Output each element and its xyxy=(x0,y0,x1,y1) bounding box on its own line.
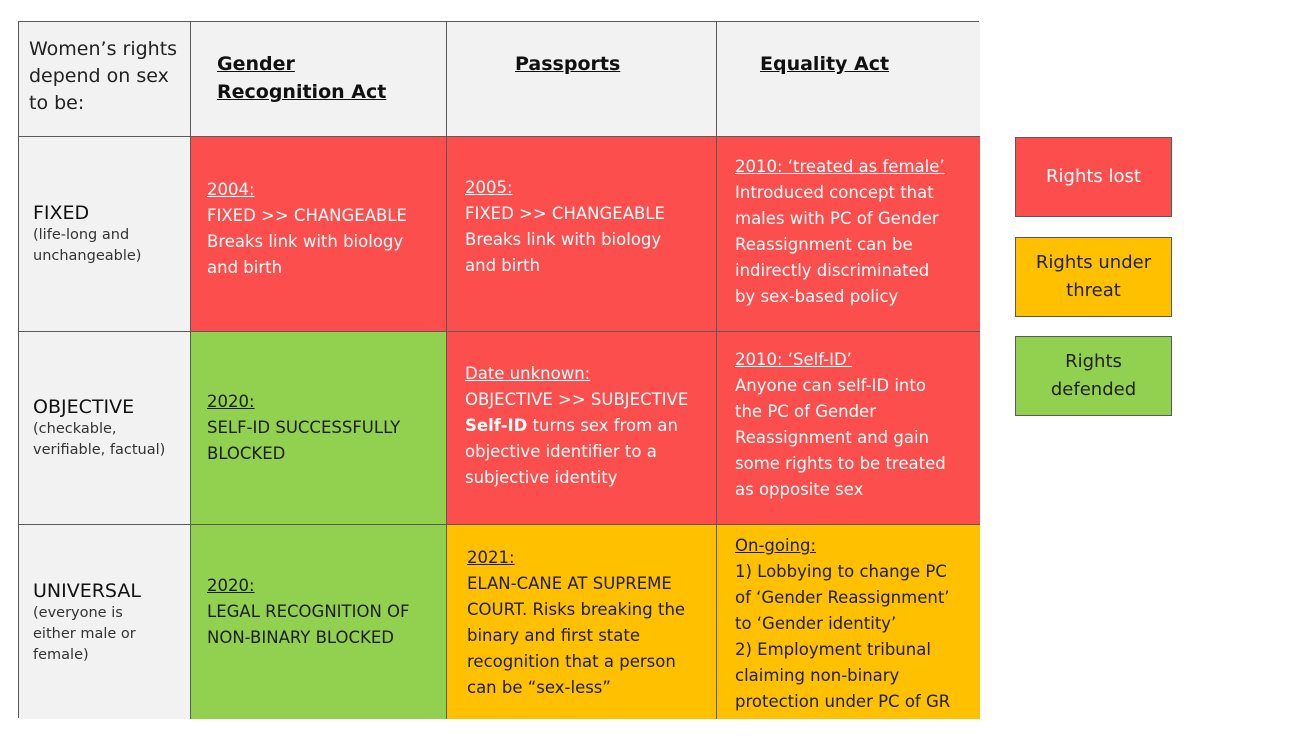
cell-heading: Date unknown: xyxy=(465,364,591,383)
cell-line: by sex-based policy xyxy=(735,287,899,306)
corner-line: depend on sex xyxy=(29,65,169,87)
cell-objective-equality-act xyxy=(717,332,980,525)
cell-line: OBJECTIVE >> SUBJECTIVE xyxy=(465,390,689,409)
cell-line: 2) Employment tribunal xyxy=(735,640,931,659)
legend-label: defended xyxy=(1050,379,1137,400)
cell-line: as opposite sex xyxy=(735,480,864,499)
cell-line: to ‘Gender identity’ xyxy=(735,614,897,633)
cell-line: and birth xyxy=(207,258,283,277)
row-subtitle-line: unchangeable) xyxy=(33,248,142,264)
column-header-passports xyxy=(447,22,717,137)
cell-line: Anyone can self-ID into xyxy=(735,376,926,395)
cell-objective-passports xyxy=(447,332,717,525)
cell-line-rest: turns sex from an xyxy=(527,416,678,435)
cell-line: NON-BINARY BLOCKED xyxy=(207,628,394,647)
row-title: OBJECTIVE xyxy=(33,396,135,418)
cell-line: can be “sex-less” xyxy=(467,678,611,697)
row-subtitle-line: verifiable, factual) xyxy=(33,442,166,458)
cell-line-mixed xyxy=(465,413,710,439)
row-header-objective xyxy=(19,332,191,525)
cell-line: Introduced concept that xyxy=(735,183,934,202)
row-header-universal xyxy=(19,525,191,719)
cell-line: Breaks link with biology xyxy=(465,230,662,249)
cell-heading: 2021: xyxy=(467,548,515,567)
cell-line: some rights to be treated xyxy=(735,454,946,473)
cell-line: males with PC of Gender xyxy=(735,209,939,228)
row-subtitle-line: (life-long and xyxy=(33,227,130,243)
cell-line: subjective identity xyxy=(465,468,618,487)
legend-rights-lost xyxy=(1015,137,1172,217)
row-title: UNIVERSAL xyxy=(33,579,141,602)
cell-fixed-gender-recognition-act xyxy=(191,137,447,332)
cell-line: COURT. Risks breaking the xyxy=(467,600,686,619)
row-subtitle-line: female) xyxy=(33,646,89,663)
row-subtitle-line: (everyone is xyxy=(33,604,123,621)
cell-line: claiming non-binary xyxy=(735,666,900,685)
column-header-gender-recognition-act xyxy=(191,22,447,137)
cell-line: LEGAL RECOGNITION OF xyxy=(207,602,410,621)
cell-fixed-equality-act xyxy=(717,137,980,332)
cell-line: recognition that a person xyxy=(467,652,676,671)
cell-line: objective identifier to a xyxy=(465,442,657,461)
cell-heading: 2005: xyxy=(465,178,513,197)
cell-line: ELAN-CANE AT SUPREME xyxy=(467,574,672,593)
cell-heading: 2010: ‘Self-ID’ xyxy=(735,350,852,369)
rights-table xyxy=(18,21,979,718)
cell-objective-gender-recognition-act xyxy=(191,332,447,525)
cell-line: Reassignment can be xyxy=(735,235,913,254)
cell-line: protection under PC of GR xyxy=(735,692,951,711)
cell-line: Breaks link with biology xyxy=(207,232,404,251)
bold-term: Self-ID xyxy=(465,416,528,435)
cell-line: of ‘Gender Reassignment’ xyxy=(735,588,950,607)
corner-header xyxy=(19,22,191,137)
row-subtitle-line: (checkable, xyxy=(33,421,117,437)
cell-line: SELF-ID SUCCESSFULLY xyxy=(207,418,401,437)
cell-universal-passports xyxy=(447,525,717,719)
cell-line: Reassignment and gain xyxy=(735,428,930,447)
column-header-line: Gender xyxy=(217,53,295,75)
legend-label: Rights lost xyxy=(1046,166,1141,187)
cell-line: and birth xyxy=(465,256,541,275)
row-title: FIXED xyxy=(33,202,90,224)
cell-heading: 2004: xyxy=(207,180,255,199)
cell-heading: 2010: ‘treated as female’ xyxy=(735,157,945,176)
legend-label: threat xyxy=(1066,280,1121,301)
corner-line: Women’s rights xyxy=(29,38,178,60)
cell-universal-gender-recognition-act xyxy=(191,525,447,719)
column-header-line: Passports xyxy=(515,53,621,75)
column-header-line: Recognition Act xyxy=(217,81,387,103)
column-header-equality-act xyxy=(717,22,980,137)
cell-line: binary and first state xyxy=(467,626,640,645)
corner-line: to be: xyxy=(29,92,85,114)
cell-line: the PC of Gender xyxy=(735,402,876,421)
row-subtitle-line: either male or xyxy=(33,625,136,642)
legend-label: Rights under xyxy=(1035,252,1152,273)
cell-heading: On-going: xyxy=(735,536,817,555)
cell-line: indirectly discriminated xyxy=(735,261,930,280)
cell-line: FIXED >> CHANGEABLE xyxy=(207,206,407,225)
cell-heading: 2020: xyxy=(207,392,255,411)
legend-rights-defended xyxy=(1015,336,1172,416)
row-header-fixed xyxy=(19,137,191,332)
cell-universal-equality-act xyxy=(717,525,980,719)
legend-rights-under-threat xyxy=(1015,237,1172,317)
cell-line: BLOCKED xyxy=(207,444,286,463)
cell-fixed-passports xyxy=(447,137,717,332)
cell-heading: 2020: xyxy=(207,576,255,595)
cell-line: 1) Lobbying to change PC xyxy=(735,562,947,581)
legend-label: Rights xyxy=(1065,351,1122,372)
column-header-line: Equality Act xyxy=(760,53,890,75)
cell-line: FIXED >> CHANGEABLE xyxy=(465,204,665,223)
